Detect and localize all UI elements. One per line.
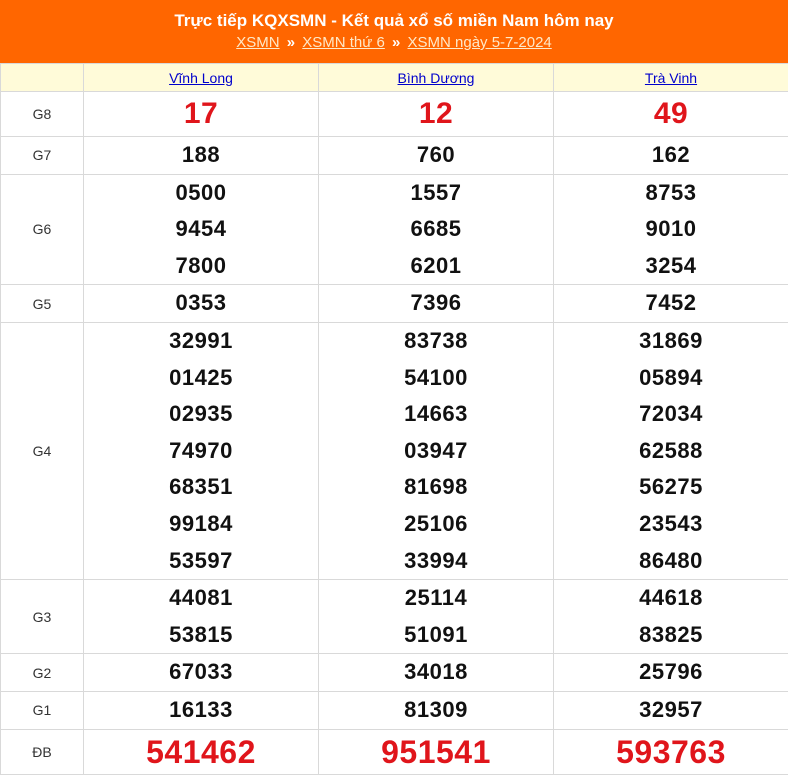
prize-cell — [554, 322, 788, 579]
province-header-row — [1, 64, 788, 92]
prize-row-g7 — [1, 137, 788, 175]
winning-number: 53815 — [84, 617, 318, 654]
winning-number: 541462 — [84, 730, 318, 774]
prize-cell — [319, 580, 554, 654]
prize-row-g2 — [1, 654, 788, 692]
prize-cell — [319, 691, 554, 729]
winning-number: 7452 — [554, 285, 788, 322]
winning-number: 7396 — [319, 285, 553, 322]
prize-label: G7 — [1, 137, 84, 175]
prize-cell — [554, 580, 788, 654]
province-header — [554, 64, 788, 92]
prize-cell — [554, 92, 788, 137]
prize-cell — [84, 729, 319, 774]
prize-cell — [84, 654, 319, 692]
province-link-tra-vinh[interactable]: Trà Vinh — [645, 70, 697, 86]
winning-number: 32991 — [84, 323, 318, 360]
breadcrumb-separator: » — [284, 34, 298, 51]
breadcrumb-link-xsmn-weekday[interactable]: XSMN thứ 6 — [302, 34, 385, 51]
winning-number: 01425 — [84, 360, 318, 397]
winning-number: 62588 — [554, 433, 788, 470]
prize-cell — [84, 285, 319, 323]
prize-row-g6 — [1, 174, 788, 285]
results-header — [0, 0, 788, 63]
winning-number: 9010 — [554, 211, 788, 248]
winning-number: 51091 — [319, 617, 553, 654]
winning-number: 33994 — [319, 543, 553, 580]
winning-number: 23543 — [554, 506, 788, 543]
winning-number: 17 — [84, 92, 318, 136]
winning-number: 81309 — [319, 692, 553, 729]
prize-cell — [84, 174, 319, 285]
winning-number: 32957 — [554, 692, 788, 729]
prize-cell — [319, 654, 554, 692]
breadcrumb-separator: » — [389, 34, 403, 51]
winning-number: 0500 — [84, 175, 318, 212]
prize-cell — [319, 322, 554, 579]
prize-label: G3 — [1, 580, 84, 654]
winning-number: 44081 — [84, 580, 318, 617]
winning-number: 25114 — [319, 580, 553, 617]
winning-number: 8753 — [554, 175, 788, 212]
winning-number: 6201 — [319, 248, 553, 285]
prize-label: G2 — [1, 654, 84, 692]
winning-number: 3254 — [554, 248, 788, 285]
prize-table-body — [1, 92, 788, 775]
winning-number: 56275 — [554, 469, 788, 506]
winning-number: 951541 — [319, 730, 553, 774]
breadcrumb-link-xsmn[interactable]: XSMN — [236, 34, 279, 51]
prize-row-g5 — [1, 285, 788, 323]
prize-label: G4 — [1, 322, 84, 579]
winning-number: 86480 — [554, 543, 788, 580]
prize-cell — [84, 322, 319, 579]
prize-row-g8 — [1, 92, 788, 137]
winning-number: 25106 — [319, 506, 553, 543]
prize-row-g4 — [1, 322, 788, 579]
winning-number: 593763 — [554, 730, 788, 774]
province-header — [319, 64, 554, 92]
winning-number: 74970 — [84, 433, 318, 470]
prize-cell — [84, 691, 319, 729]
breadcrumb-link-xsmn-date[interactable]: XSMN ngày 5-7-2024 — [408, 34, 552, 51]
winning-number: 25796 — [554, 654, 788, 691]
winning-number: 34018 — [319, 654, 553, 691]
prize-cell — [554, 285, 788, 323]
winning-number: 99184 — [84, 506, 318, 543]
prize-cell — [319, 174, 554, 285]
winning-number: 67033 — [84, 654, 318, 691]
winning-number: 53597 — [84, 543, 318, 580]
prize-label: G5 — [1, 285, 84, 323]
winning-number: 81698 — [319, 469, 553, 506]
prize-label: ĐB — [1, 729, 84, 774]
province-link-binh-duong[interactable]: Bình Dương — [398, 70, 475, 86]
prize-row-db — [1, 729, 788, 774]
prize-cell — [554, 691, 788, 729]
winning-number: 9454 — [84, 211, 318, 248]
winning-number: 14663 — [319, 396, 553, 433]
province-link-vinh-long[interactable]: Vĩnh Long — [169, 70, 233, 86]
prize-cell — [554, 137, 788, 175]
winning-number: 68351 — [84, 469, 318, 506]
prize-cell — [554, 654, 788, 692]
winning-number: 72034 — [554, 396, 788, 433]
winning-number: 1557 — [319, 175, 553, 212]
winning-number: 05894 — [554, 360, 788, 397]
winning-number: 162 — [554, 137, 788, 174]
prize-row-g3 — [1, 580, 788, 654]
prize-cell — [84, 137, 319, 175]
winning-number: 188 — [84, 137, 318, 174]
results-table — [0, 63, 788, 775]
winning-number: 760 — [319, 137, 553, 174]
winning-number: 0353 — [84, 285, 318, 322]
winning-number: 02935 — [84, 396, 318, 433]
prize-cell — [319, 285, 554, 323]
winning-number: 49 — [554, 92, 788, 136]
winning-number: 7800 — [84, 248, 318, 285]
winning-number: 12 — [319, 92, 553, 136]
prize-column-header — [1, 64, 84, 92]
province-header — [84, 64, 319, 92]
prize-cell — [319, 137, 554, 175]
winning-number: 31869 — [554, 323, 788, 360]
prize-label: G6 — [1, 174, 84, 285]
winning-number: 54100 — [319, 360, 553, 397]
prize-label: G1 — [1, 691, 84, 729]
winning-number: 44618 — [554, 580, 788, 617]
prize-cell — [319, 729, 554, 774]
breadcrumb — [0, 33, 788, 53]
prize-row-g1 — [1, 691, 788, 729]
winning-number: 83738 — [319, 323, 553, 360]
prize-label: G8 — [1, 92, 84, 137]
prize-cell — [84, 92, 319, 137]
prize-cell — [84, 580, 319, 654]
prize-cell — [554, 729, 788, 774]
page-title: Trực tiếp KQXSMN - Kết quả xổ số miền Nam hôm nay — [0, 11, 788, 31]
winning-number: 83825 — [554, 617, 788, 654]
prize-cell — [554, 174, 788, 285]
prize-cell — [319, 92, 554, 137]
winning-number: 6685 — [319, 211, 553, 248]
winning-number: 16133 — [84, 692, 318, 729]
winning-number: 03947 — [319, 433, 553, 470]
